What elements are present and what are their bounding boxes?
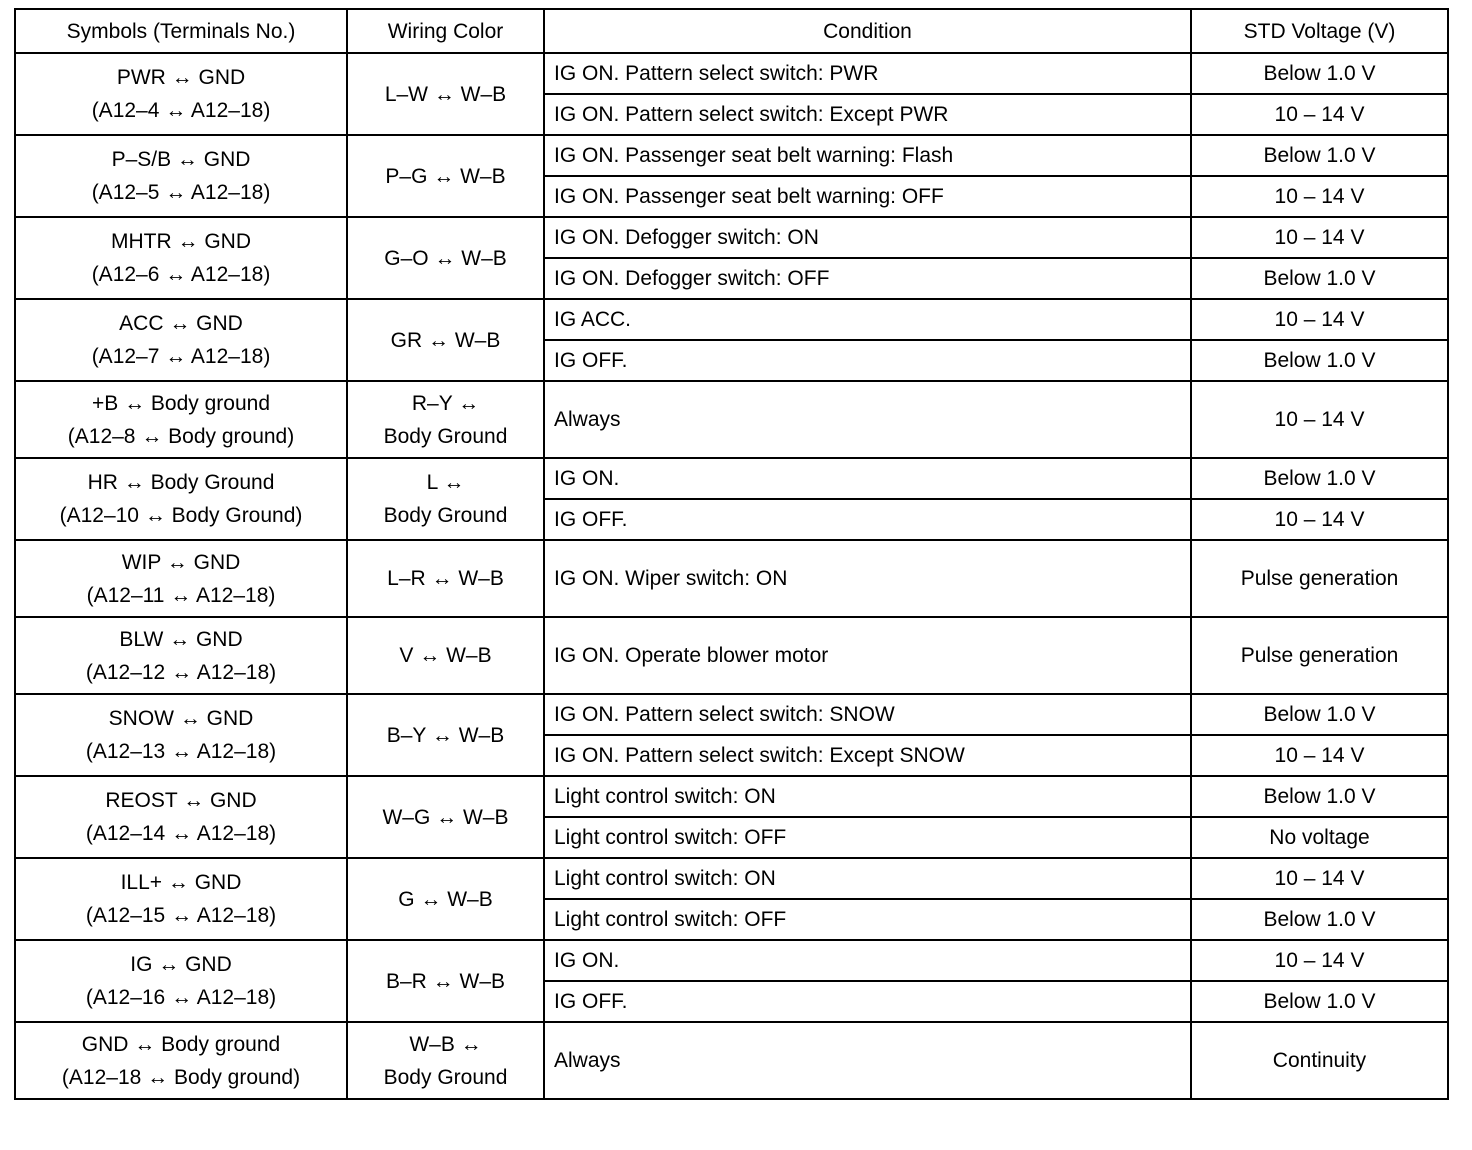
voltage-cell: 10 – 14 V xyxy=(1191,94,1448,135)
condition-cell: IG ON. Defogger switch: OFF xyxy=(544,258,1191,299)
voltage-cell: 10 – 14 V xyxy=(1191,735,1448,776)
symbol-cell xyxy=(15,135,347,217)
voltage-cell: Pulse generation xyxy=(1191,540,1448,617)
wiring-color-cell xyxy=(347,458,544,540)
symbol-cell xyxy=(15,694,347,776)
wiring-line: W–B ↔ xyxy=(409,1032,482,1056)
symbol-line: (A12–15 ↔ A12–18) xyxy=(85,904,277,927)
wiring-line: G–O ↔ W–B xyxy=(384,246,507,270)
symbol-line: P–S/B ↔ GND xyxy=(111,148,251,171)
symbol-cell xyxy=(15,53,347,135)
wiring-color-cell xyxy=(347,776,544,858)
symbol-cell xyxy=(15,540,347,617)
wiring-color-cell xyxy=(347,381,544,458)
wiring-line: B–R ↔ W–B xyxy=(385,969,506,993)
symbol-line: IG ↔ GND xyxy=(130,953,232,976)
symbol-cell xyxy=(15,299,347,381)
voltage-cell: Below 1.0 V xyxy=(1191,981,1448,1022)
table-row xyxy=(15,53,1448,94)
symbol-line: (A12–8 ↔ Body ground) xyxy=(67,424,295,448)
table-row xyxy=(15,381,1448,458)
condition-cell: IG ON. xyxy=(544,940,1191,981)
condition-cell: Light control switch: OFF xyxy=(544,899,1191,940)
voltage-cell: Below 1.0 V xyxy=(1191,258,1448,299)
voltage-cell: 10 – 14 V xyxy=(1191,217,1448,258)
condition-cell: IG ON. Pattern select switch: SNOW xyxy=(544,694,1191,735)
voltage-cell: 10 – 14 V xyxy=(1191,299,1448,340)
table-row xyxy=(15,617,1448,694)
voltage-cell: Continuity xyxy=(1191,1022,1448,1099)
symbol-cell xyxy=(15,858,347,940)
symbol-line: ILL+ ↔ GND xyxy=(120,871,242,894)
wiring-line: L–W ↔ W–B xyxy=(384,82,507,106)
symbol-line: BLW ↔ GND xyxy=(119,627,243,651)
wiring-color-cell xyxy=(347,858,544,940)
wiring-line: Body Ground xyxy=(383,1065,508,1089)
voltage-cell: No voltage xyxy=(1191,817,1448,858)
header-wiring-color: Wiring Color xyxy=(347,9,544,53)
wiring-color-cell xyxy=(347,540,544,617)
voltage-cell: Below 1.0 V xyxy=(1191,340,1448,381)
voltage-cell: Below 1.0 V xyxy=(1191,776,1448,817)
table-row xyxy=(15,940,1448,981)
condition-cell: IG OFF. xyxy=(544,981,1191,1022)
voltage-cell: Below 1.0 V xyxy=(1191,899,1448,940)
wiring-line: W–G ↔ W–B xyxy=(382,805,509,829)
voltage-cell: Below 1.0 V xyxy=(1191,694,1448,735)
condition-cell: IG ON. Wiper switch: ON xyxy=(544,540,1191,617)
table-row xyxy=(15,858,1448,899)
symbol-line: (A12–10 ↔ Body Ground) xyxy=(59,504,303,527)
table-row xyxy=(15,776,1448,817)
wiring-line: Body Ground xyxy=(383,504,508,527)
voltage-cell: Below 1.0 V xyxy=(1191,53,1448,94)
symbol-line: (A12–18 ↔ Body ground) xyxy=(61,1065,301,1089)
terminal-voltage-table xyxy=(14,8,1449,1100)
table-header-row xyxy=(15,9,1448,53)
voltage-cell: Below 1.0 V xyxy=(1191,135,1448,176)
condition-cell: IG ON. Pattern select switch: Except PWR xyxy=(544,94,1191,135)
voltage-cell: 10 – 14 V xyxy=(1191,940,1448,981)
wiring-line: GR ↔ W–B xyxy=(390,328,501,352)
wiring-line: B–Y ↔ W–B xyxy=(386,723,505,747)
wiring-line: R–Y ↔ xyxy=(411,391,480,415)
symbol-line: (A12–14 ↔ A12–18) xyxy=(85,822,277,845)
condition-cell: IG ON. Operate blower motor xyxy=(544,617,1191,694)
voltage-cell: 10 – 14 V xyxy=(1191,381,1448,458)
wiring-line: V ↔ W–B xyxy=(399,644,492,667)
symbol-line: (A12–5 ↔ A12–18) xyxy=(91,181,271,204)
wiring-color-cell xyxy=(347,53,544,135)
wiring-color-cell xyxy=(347,617,544,694)
wiring-color-cell xyxy=(347,1022,544,1099)
voltage-cell: 10 – 14 V xyxy=(1191,499,1448,540)
voltage-cell: 10 – 14 V xyxy=(1191,858,1448,899)
wiring-line: L–R ↔ W–B xyxy=(387,567,504,590)
symbol-cell xyxy=(15,1022,347,1099)
symbol-line: (A12–12 ↔ A12–18) xyxy=(85,660,277,684)
condition-cell: Always xyxy=(544,381,1191,458)
header-symbols: Symbols (Terminals No.) xyxy=(15,9,347,53)
condition-cell: IG ON. Passenger seat belt warning: Flash xyxy=(544,135,1191,176)
condition-cell: Always xyxy=(544,1022,1191,1099)
symbol-cell xyxy=(15,458,347,540)
symbol-line: (A12–13 ↔ A12–18) xyxy=(85,740,277,763)
table-row xyxy=(15,299,1448,340)
table-row xyxy=(15,540,1448,617)
condition-cell: Light control switch: ON xyxy=(544,776,1191,817)
table-row xyxy=(15,135,1448,176)
condition-cell: IG ON. xyxy=(544,458,1191,499)
symbol-line: (A12–16 ↔ A12–18) xyxy=(85,986,277,1009)
symbol-cell xyxy=(15,217,347,299)
symbol-line: PWR ↔ GND xyxy=(116,66,246,89)
condition-cell: Light control switch: ON xyxy=(544,858,1191,899)
symbol-cell xyxy=(15,617,347,694)
symbol-line: ACC ↔ GND xyxy=(119,312,243,335)
symbol-line: (A12–6 ↔ A12–18) xyxy=(91,263,271,286)
condition-cell: IG OFF. xyxy=(544,340,1191,381)
table-row xyxy=(15,217,1448,258)
symbol-line: (A12–11 ↔ A12–18) xyxy=(86,583,276,607)
table-body xyxy=(15,53,1448,1099)
symbol-line: +B ↔ Body ground xyxy=(91,391,271,415)
symbol-cell xyxy=(15,381,347,458)
condition-cell: IG ON. Pattern select switch: Except SNOW xyxy=(544,735,1191,776)
table-row xyxy=(15,458,1448,499)
symbol-line: (A12–7 ↔ A12–18) xyxy=(91,345,271,368)
symbol-line: (A12–4 ↔ A12–18) xyxy=(91,99,271,122)
condition-cell: IG ON. Defogger switch: ON xyxy=(544,217,1191,258)
condition-cell: IG OFF. xyxy=(544,499,1191,540)
symbol-cell xyxy=(15,940,347,1022)
voltage-cell: Below 1.0 V xyxy=(1191,458,1448,499)
voltage-cell: 10 – 14 V xyxy=(1191,176,1448,217)
table-row xyxy=(15,1022,1448,1099)
wiring-line: G ↔ W–B xyxy=(398,887,493,911)
symbol-line: HR ↔ Body Ground xyxy=(87,471,275,494)
wiring-color-cell xyxy=(347,299,544,381)
symbol-line: REOST ↔ GND xyxy=(105,789,257,812)
symbol-line: SNOW ↔ GND xyxy=(108,707,254,730)
wiring-line: Body Ground xyxy=(383,424,508,448)
wiring-color-cell xyxy=(347,940,544,1022)
wiring-color-cell xyxy=(347,694,544,776)
voltage-cell: Pulse generation xyxy=(1191,617,1448,694)
condition-cell: IG ON. Passenger seat belt warning: OFF xyxy=(544,176,1191,217)
header-std-voltage: STD Voltage (V) xyxy=(1191,9,1448,53)
condition-cell: IG ON. Pattern select switch: PWR xyxy=(544,53,1191,94)
header-condition: Condition xyxy=(544,9,1191,53)
symbol-line: MHTR ↔ GND xyxy=(111,230,251,253)
condition-cell: Light control switch: OFF xyxy=(544,817,1191,858)
wiring-line: P–G ↔ W–B xyxy=(385,164,506,188)
symbol-line: WIP ↔ GND xyxy=(121,550,241,574)
table-row xyxy=(15,694,1448,735)
symbol-line: GND ↔ Body ground xyxy=(81,1032,281,1056)
condition-cell: IG ACC. xyxy=(544,299,1191,340)
symbol-cell xyxy=(15,776,347,858)
wiring-line: L ↔ xyxy=(426,471,465,494)
wiring-color-cell xyxy=(347,217,544,299)
wiring-color-cell xyxy=(347,135,544,217)
